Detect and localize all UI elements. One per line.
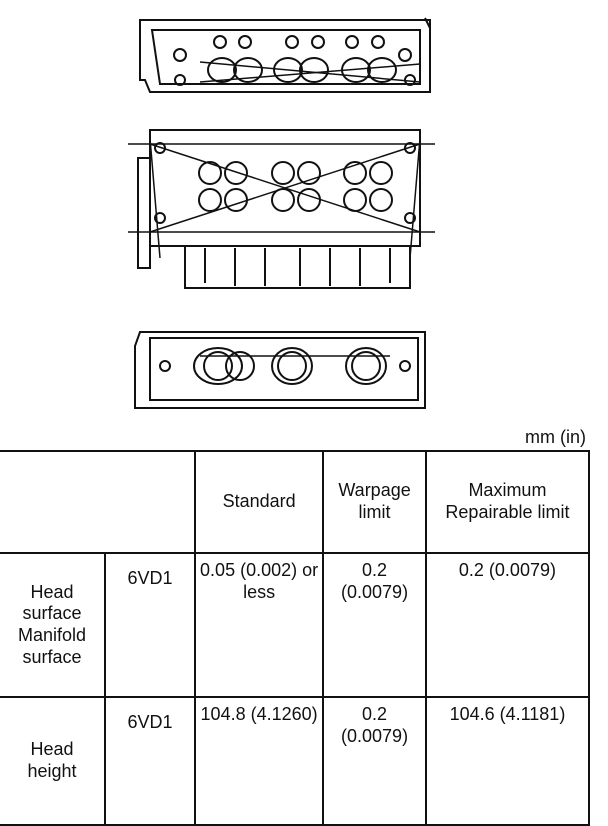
standard-value: 0.05 (0.002) or less [195, 553, 323, 697]
table-header-row [0, 451, 589, 553]
warpage-value: 0.2 (0.0079) [323, 697, 426, 825]
header-standard: Standard [195, 451, 323, 553]
specification-table [0, 450, 590, 826]
row-label-head-height: Head height [0, 697, 105, 825]
table-row [0, 697, 589, 825]
cylinder-head-bottom-drawing [0, 118, 608, 300]
units-note: mm (in) [525, 427, 586, 447]
manifold-surface-drawing [0, 326, 608, 412]
row-label-head-surface: Head surface Manifold surface [0, 553, 105, 697]
model-cell: 6VD1 [105, 697, 195, 825]
header-maximum-repairable-limit: Maximum Repairable limit [426, 451, 589, 553]
max-repair-value: 0.2 (0.0079) [426, 553, 589, 697]
warpage-value: 0.2 (0.0079) [323, 553, 426, 697]
header-warpage-limit: Warpage limit [323, 451, 426, 553]
max-repair-value: 104.6 (4.1181) [426, 697, 589, 825]
standard-value: 104.8 (4.1260) [195, 697, 323, 825]
model-cell: 6VD1 [105, 553, 195, 697]
table-row [0, 553, 589, 697]
cylinder-head-top-drawing [0, 10, 608, 100]
header-empty-cell [0, 451, 195, 553]
